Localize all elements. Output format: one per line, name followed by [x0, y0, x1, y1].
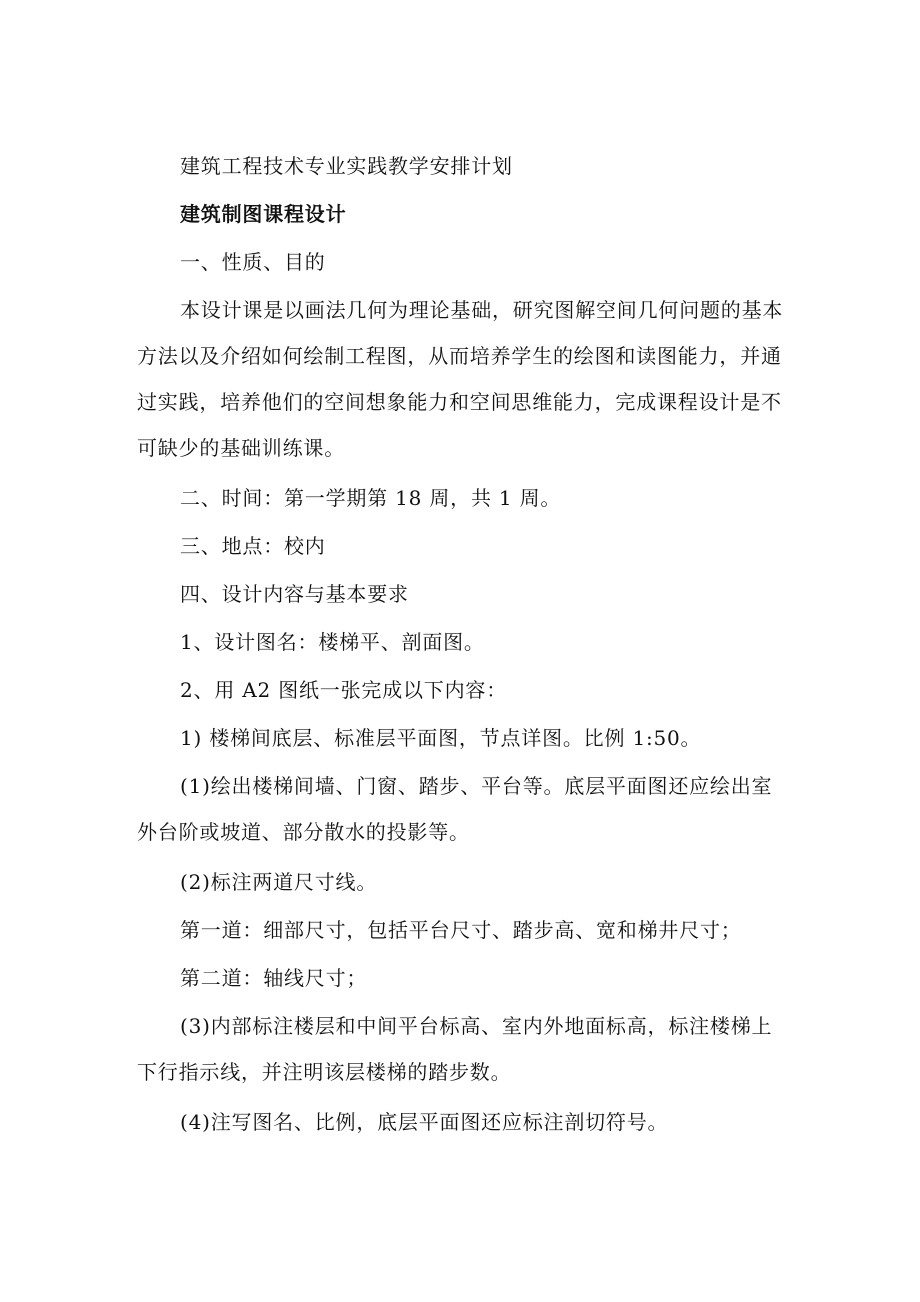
- section-body-nature-purpose: 本设计课是以画法几何为理论基础，研究图解空间几何问题的基本方法以及介绍如何绘制工程图，从而培养学生的绘图和读图能力，并通过实践，培养他们的空间想象能力和空间思维能力，完成课程设计是不可缺少的基础训练课。: [137, 298, 784, 460]
- list-subitem-draw-elements: (1)绘出楼梯间墙、门窗、踏步、平台等。底层平面图还应绘出室外台阶或坡道、部分散水的投影等。: [137, 774, 773, 844]
- document-title: 建筑工程技术专业实践教学安排计划: [180, 154, 513, 178]
- section-heading-design-content: 四、设计内容与基本要求: [180, 582, 409, 606]
- list-subitem-elevations: (3)内部标注楼层和中间平台标高、室内外地面标高，标注楼梯上下行指示线，并注明该层楼梯的踏步数。: [137, 1014, 773, 1084]
- document-subtitle: 建筑制图课程设计: [180, 202, 347, 226]
- section-heading-nature-purpose: 一、性质、目的: [180, 250, 326, 274]
- dimension-line-second: 第二道：轴线尺寸；: [180, 966, 368, 990]
- list-subitem-title-scale: (4)注写图名、比例，底层平面图还应标注剖切符号。: [180, 1110, 669, 1134]
- section-heading-time: 二、时间：第一学期第 18 周，共 1 周。: [180, 486, 562, 510]
- list-item-paper-size: 2、用 A2 图纸一张完成以下内容：: [180, 678, 508, 702]
- list-item-drawing-name: 1、设计图名：楼梯平、剖面图。: [180, 630, 485, 654]
- list-subitem-dimension-lines: (2)标注两道尺寸线。: [180, 870, 378, 894]
- document-content: [137, 143, 792, 1145]
- section-heading-location: 三、地点：校内: [180, 534, 326, 558]
- list-item-floor-plans: 1) 楼梯间底层、标准层平面图，节点详图。比例 1:50。: [180, 726, 702, 750]
- dimension-line-first: 第一道：细部尺寸，包括平台尺寸、踏步高、宽和梯井尺寸；: [180, 918, 742, 942]
